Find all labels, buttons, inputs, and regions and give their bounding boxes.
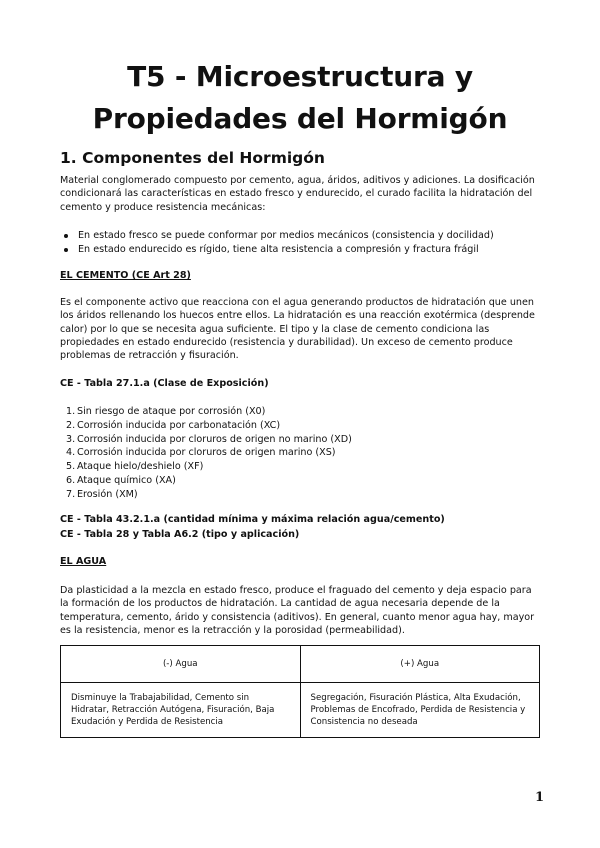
page-number: 1 bbox=[535, 790, 545, 805]
list-item: 1. Sin riesgo de ataque por corrosión (X0) bbox=[66, 406, 266, 417]
type-application-table-reference: CE - Tabla 28 y Tabla A6.2 (tipo y aplicación) bbox=[60, 529, 300, 540]
section-heading-componentes: 1. Componentes del Hormigón bbox=[60, 149, 325, 167]
exposure-table-reference: CE - Tabla 27.1.a (Clase de Exposición) bbox=[60, 378, 269, 389]
list-item: 7. Erosión (XM) bbox=[66, 488, 138, 500]
table-header-row bbox=[61, 646, 540, 683]
less-water-effects: Disminuye la Trabajabilidad, Cemento sin Hidratar, Retracción Autógena, Fisuración, Baja Exudación y Perdida de Resistencia bbox=[61, 683, 301, 738]
more-water-effects: Segregación, Fisuración Plástica, Alta Exudación, Problemas de Encofrado, Perdida de Resistencia y Consistencia no deseada bbox=[300, 683, 540, 738]
list-item: 2. Corrosión inducida por carbonatación (XC) bbox=[66, 419, 281, 431]
water-comparison-table bbox=[60, 645, 540, 738]
bullet-icon bbox=[64, 234, 68, 238]
state-bullet-list bbox=[78, 229, 494, 256]
less-water-header: (-) Agua bbox=[61, 646, 301, 683]
table-row bbox=[61, 683, 540, 738]
list-item: 5. Ataque hielo/deshielo (XF) bbox=[66, 461, 204, 473]
agua-paragraph: Da plasticidad a la mezcla en estado fresco, produce el fraguado del cemento y deja espacio para la formación de los productos de hidratación. La cantidad de agua necesaria depende de la temperatura, cemento, árido y consistencia (aditivos). En general, cuanto menor agua hay, mayor es la resistencia, menor es la retracción y la porosidad (permeabilidad). bbox=[60, 585, 535, 636]
list-item: En estado fresco se puede conformar por medios mecánicos (consistencia y docilidad) bbox=[78, 229, 494, 243]
cemento-heading: EL CEMENTO (CE Art 28) bbox=[60, 270, 191, 281]
page-title: T5 - Microestructura y Propiedades del Hormigón bbox=[92, 60, 508, 135]
list-item: En estado endurecido es rígido, tiene alta resistencia a compresión y fractura frágil bbox=[78, 243, 494, 257]
list-item: 4. Corrosión inducida por cloruros de origen marino (XS) bbox=[66, 447, 336, 459]
water-cement-table-reference: CE - Tabla 43.2.1.a (cantidad mínima y máxima relación agua/cemento) bbox=[60, 514, 445, 525]
agua-heading: EL AGUA bbox=[60, 556, 107, 567]
exposure-class-list bbox=[66, 405, 352, 502]
list-item: 6. Ataque químico (XA) bbox=[66, 474, 176, 486]
cemento-paragraph: Es el componente activo que reacciona con el agua generando productos de hidratación que unen los áridos rellenando los huecos entre ellos. La hidratación es una reacción exotérmica (desprende calor) por lo que se necesita agua suficiente. El tipo y la clase de cemento condiciona las propiedades en estado endurecido (resistencia y durabilidad). Un exceso de cemento produce problemas de retracción y fisuración. bbox=[60, 297, 535, 362]
list-item: 3. Corrosión inducida por cloruros de origen no marino (XD) bbox=[66, 433, 352, 445]
bullet-icon bbox=[64, 248, 68, 252]
intro-paragraph: Material conglomerado compuesto por cemento, agua, áridos, aditivos y adiciones. La dosificación condicionará las características en estado fresco y endurecido, el curado facilita la hidratación del cemento y produce resistencia mecánicas: bbox=[60, 175, 535, 213]
more-water-header: (+) Agua bbox=[300, 646, 540, 683]
